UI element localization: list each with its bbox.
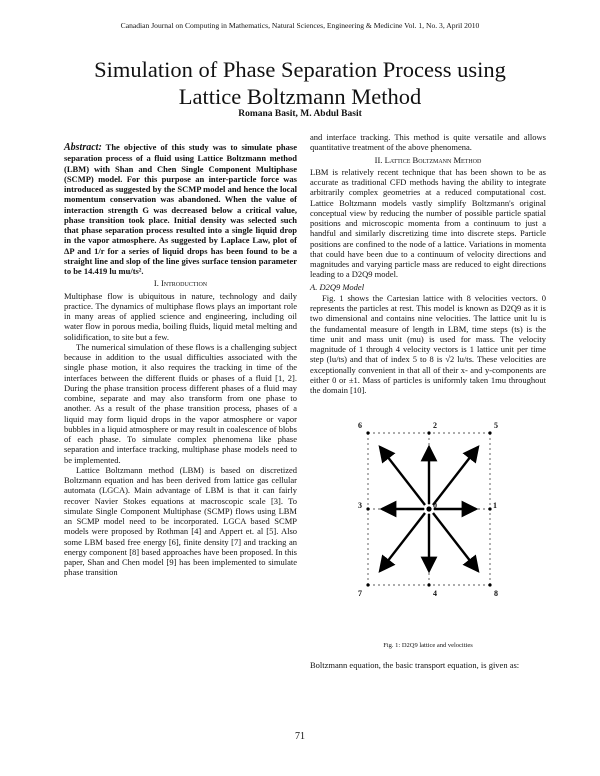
lattice-diagram xyxy=(310,405,546,637)
vector-label-3: 3 xyxy=(358,501,362,511)
intro-paragraph-2: The numerical simulation of these flows is a challenging subject because in addition to the usual difficulties associated with the single phase motion, it also requires the tracking in time of the interfaces between the different fluids or phases of a fluid [1, 2]. During the phase transition process different phases of a fluid may combine, separate and may also transform from one phase to another. As a result of the phase transition process, phases of a liquid may form liquid drops in the vapor atmosphere or vapor bubbles in a liquid atmosphere or may result in coalescence of blobs of each phase. To simulate complex phenomena like phase separation and interface tracking, multiphase phase models need to be implemented. xyxy=(64,341,297,465)
lattice-node xyxy=(427,584,430,587)
intro-paragraph-1: Multiphase flow is ubiquitous in nature, technology and daily practice. The dynamics of multiphase flows plays an important role in many areas of applied science and engineering, including oil water flow in porous media, boiling fluids, liquid metal melting and solidification, to site but a few. xyxy=(64,290,297,342)
rest-node xyxy=(426,507,431,512)
d2q9-lattice-figure xyxy=(310,405,546,637)
lattice-node xyxy=(366,584,369,587)
boltzmann-equation-intro: Boltzmann equation, the basic transport equation, is given as: xyxy=(310,659,520,670)
title-line-1: Simulation of Phase Separation Process using xyxy=(94,57,506,82)
vector-label-1: 1 xyxy=(493,501,497,511)
lattice-node xyxy=(488,584,491,587)
vector-label-4: 4 xyxy=(433,589,437,599)
running-head: Canadian Journal on Computing in Mathematics, Natural Sciences, Engineering & Medicine Vol. 1, No. 3, April 2010 xyxy=(120,21,480,30)
abstract xyxy=(64,142,297,276)
section-heading-introduction xyxy=(64,278,297,288)
vector-label-5: 5 xyxy=(494,421,498,431)
velocity-vector-7 xyxy=(380,513,425,571)
paper-title xyxy=(60,56,540,110)
section-title: Lattice Boltzmann Method xyxy=(384,154,482,165)
lattice-node xyxy=(427,432,430,435)
intro-paragraph-continued: and interface tracking. This method is quite versatile and allows quantitative treatment of the above phenomena. xyxy=(310,132,546,153)
authors: Romana Basit, M. Abdul Basit xyxy=(238,109,362,119)
lattice-node xyxy=(366,432,369,435)
lattice-node xyxy=(488,508,491,511)
lbm-paragraph-1: LBM is relatively recent technique that has been shown to be as accurate as traditional CFD methods having the ability to integrate arbitrarily complex geometries at a reduced computational cost. Lattice Boltzmann models vastly simplify Boltzmann's original conceptual view by reducing the number of possible particle spatial positions and microscopic momenta from a continuum to just a handful and similarly discretizing time into discrete steps. Particle positions are confined to the node of a lattice. Variations in momenta that could have been due to a continuum of velocity directions and magnitudes and varying particle mass are reduced to eight directions leading to a D2Q9 model. xyxy=(310,166,546,280)
vector-label-8: 8 xyxy=(494,589,498,599)
d2q9-paragraph: Fig. 1 shows the Cartesian lattice with 8 velocities vectors. 0 represents the particles at rest. This model is known as D2Q9 as it is two dimensional and contains nine velocities. The lattice unit lu is the fundamental measure of length in LBM, time steps (ts) is the time unit and mass unit (mu) is used for mass. The velocity magnitude of 1 through 4 velocity vectors is 1 lattice unit per time step (lu/ts) and that of index 5 to 8 is √2 lu/ts. These velocities are exceptionally convenient in that all of their x- and y-components are either 0 or ±1. Mass of particles is uniformly taken 1mu throughout the domain [10]. xyxy=(310,292,546,395)
vector-label-2: 2 xyxy=(433,421,437,431)
velocity-vector-6 xyxy=(380,447,425,505)
title-line-2: Lattice Boltzmann Method xyxy=(178,84,422,109)
right-column xyxy=(310,132,546,670)
vector-label-6: 6 xyxy=(358,421,362,431)
section-number: II. xyxy=(374,154,383,165)
intro-paragraph-3: Lattice Boltzmann method (LBM) is based on discretized Boltzmann equation and has been derived from lattice gas cellular automata (LGCA). Main advantage of LBM is that it can fairly recover Navier Stokes equations at macroscopic scale [3]. To simulate Single Component Multiphase (SCMP) flows using LBM an SCMP model need to be incorporated. LGCA based SCMP models were proposed by Rothman [4] and Appert et. al [5]. Also some LBM based free energy [6], finite density [7] and tracking an energy component [8] based approaches have been proposed. In this paper, Shan and Chen model [9] has been implemented to simulate phase transition xyxy=(64,464,297,578)
velocity-vector-8 xyxy=(433,513,478,571)
velocity-vector-5 xyxy=(433,447,478,505)
section-title: Introduction xyxy=(160,278,208,289)
abstract-label: Abstract: xyxy=(64,142,102,153)
section-number: I. xyxy=(153,278,159,289)
vector-label-7: 7 xyxy=(358,589,362,599)
vector-label-0: 0 xyxy=(433,501,437,511)
page-number: 71 xyxy=(295,731,305,742)
subsection-d2q9: A. D2Q9 Model xyxy=(310,281,365,292)
lattice-node xyxy=(366,508,369,511)
left-column xyxy=(64,142,297,578)
section-heading-lbm xyxy=(310,155,546,165)
abstract-text: The objective of this study was to simulate phase separation process of a fluid using Lattice Boltzmann method (LBM) with Shan and Chen Single Component Multiphase (SCMP) model. For this purpose an inter-particle force was introduced as suggested by the SCMP model and hence the local momentum conservation was abandoned. When the value of interaction strength G was decreased below a critical value, phase transition took place. Initial density was selected such that phase separation process resulted into a single liquid drop in the vapor atmosphere. As suggested by Laplace Law, plot of ΔP and 1/r for a series of liquid drops has been found to be a straight line and slop of the line gives surface tension parameter to be 14.419 lu mu/ts². xyxy=(64,142,297,276)
figure-caption: Fig. 1: D2Q9 lattice and velocities xyxy=(383,642,473,650)
lattice-node xyxy=(488,432,491,435)
